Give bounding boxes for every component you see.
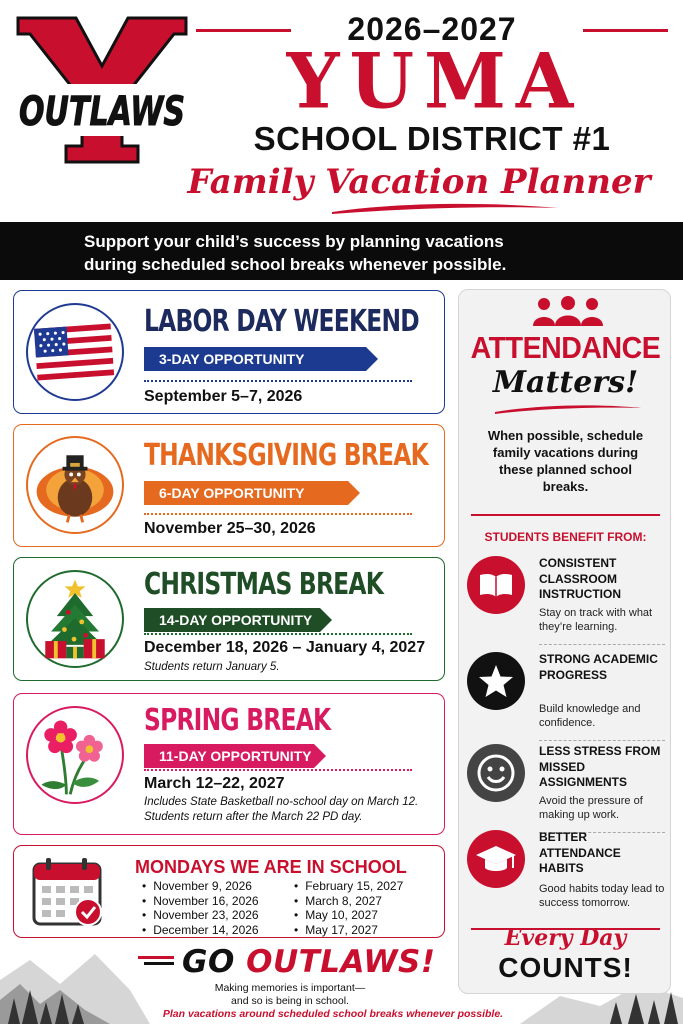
benefit-desc: Build knowledge and confidence. <box>539 703 641 729</box>
christmas-dates: December 18, 2026 – January 4, 2027 <box>144 639 426 656</box>
benefit-divider <box>539 644 665 645</box>
title-swoosh <box>330 200 560 216</box>
matters-heading: Matters! <box>492 365 639 400</box>
thanksgiving-card <box>13 424 445 547</box>
christmas-divider <box>144 633 412 635</box>
list-item: • November 23, 2026 <box>142 908 259 923</box>
list-item: • November 16, 2026 <box>142 894 259 909</box>
turkey-icon <box>26 436 124 534</box>
memories-text <box>190 982 390 1007</box>
smiley-icon <box>467 744 525 802</box>
intro-line-1: Support your child’s success by planning vacations <box>84 232 504 251</box>
benefit-desc: Stay on track with what they’re learning. <box>539 607 653 633</box>
list-item: • February 15, 2027 <box>294 879 403 894</box>
labor-day-card <box>13 290 445 414</box>
spring-card <box>13 693 445 835</box>
benefits-heading: STUDENTS BENEFIT FROM: <box>484 530 647 544</box>
list-item: • March 8, 2027 <box>294 894 403 909</box>
attendance-sidebar <box>458 289 671 994</box>
mondays-card <box>13 845 445 938</box>
benefit-desc: Good habits today lead to success tomorrow. <box>539 883 665 909</box>
list-item: • May 10, 2027 <box>294 908 403 923</box>
us-flag-icon <box>26 303 124 401</box>
spring-dates: March 12–22, 2027 <box>144 775 285 792</box>
matters-swoosh <box>493 402 643 414</box>
logo-text: OUTLAWS <box>19 89 185 135</box>
christmas-tree-icon <box>26 570 124 668</box>
people-icon <box>531 296 605 326</box>
benefit-title: STRONG ACADEMIC PROGRESS <box>539 652 658 682</box>
thanksgiving-title: THANKSGIVING BREAK <box>144 438 428 473</box>
star-icon <box>467 652 525 710</box>
mondays-list-1 <box>142 879 259 937</box>
go-outlaws-slogan <box>138 944 443 980</box>
benefit-divider <box>539 740 665 741</box>
labor-day-title: LABOR DAY WEEKEND <box>144 304 419 339</box>
memories-line-2: and so is being in school. <box>231 994 349 1007</box>
flowers-icon <box>26 706 124 804</box>
book-icon <box>467 556 525 614</box>
benefit-title: CONSISTENT CLASSROOM INSTRUCTION <box>539 556 621 601</box>
benefit-title: BETTER ATTENDANCE HABITS <box>539 830 621 875</box>
labor-day-ribbon: 3-DAY OPPORTUNITY <box>144 347 366 371</box>
district-number: SCHOOL DISTRICT #1 <box>253 120 611 157</box>
outlaws-word: OUTLAWS! <box>246 944 436 980</box>
list-item: • December 14, 2026 <box>142 923 259 938</box>
labor-day-divider <box>144 380 412 382</box>
graduation-cap-icon <box>467 830 525 888</box>
labor-day-dates: September 5–7, 2026 <box>144 388 303 405</box>
mondays-title: MONDAYS WE ARE IN SCHOOL <box>135 857 407 877</box>
counts-text: COUNTS! <box>498 952 633 983</box>
benefit-title: LESS STRESS FROM MISSED ASSIGNMENTS <box>539 744 661 789</box>
year-rule-right <box>583 29 668 32</box>
every-day-text: Every Day <box>504 925 627 951</box>
go-outlaws-text <box>182 944 435 980</box>
list-item: • November 9, 2026 <box>142 879 259 894</box>
memories-line-1: Making memories is important— <box>214 982 366 994</box>
mondays-list-2 <box>294 879 403 937</box>
christmas-card <box>13 557 445 681</box>
school-year: 2026–2027 <box>347 11 517 47</box>
sidebar-divider-top <box>471 514 660 516</box>
benefit-desc: Avoid the pressure of making up work. <box>539 795 643 821</box>
planner-title: Family Vacation Planner <box>187 162 651 202</box>
go-word: GO <box>182 944 247 980</box>
christmas-note: Students return January 5. <box>144 661 280 673</box>
intro-banner <box>0 222 683 280</box>
speed-lines-icon <box>138 956 176 968</box>
calendar-check-icon <box>32 856 108 928</box>
spring-divider <box>144 769 412 771</box>
spring-title: SPRING BREAK <box>144 703 331 738</box>
intro-line-2: during scheduled school breaks whenever possible. <box>84 255 507 274</box>
outlaws-y-logo <box>14 14 190 164</box>
christmas-ribbon: 14-DAY OPPORTUNITY <box>144 608 320 632</box>
list-item: • May 17, 2027 <box>294 923 403 938</box>
thanksgiving-divider <box>144 513 412 515</box>
sidebar-intro: When possible, schedule family vacations during these planned school breaks. <box>487 428 644 494</box>
closing-message: Plan vacations around scheduled school breaks whenever possible. <box>162 1008 504 1020</box>
attendance-heading: ATTENDANCE <box>470 330 661 365</box>
christmas-title: CHRISTMAS BREAK <box>144 567 384 602</box>
spring-note-1: Includes State Basketball no-school day on March 12. <box>144 796 419 808</box>
thanksgiving-ribbon: 6-DAY OPPORTUNITY <box>144 481 348 505</box>
spring-note-2: Students return after the March 22 PD day. <box>144 811 363 823</box>
spring-ribbon: 11-DAY OPPORTUNITY <box>144 744 314 768</box>
thanksgiving-dates: November 25–30, 2026 <box>144 520 316 537</box>
district-name: YUMA <box>286 38 584 126</box>
